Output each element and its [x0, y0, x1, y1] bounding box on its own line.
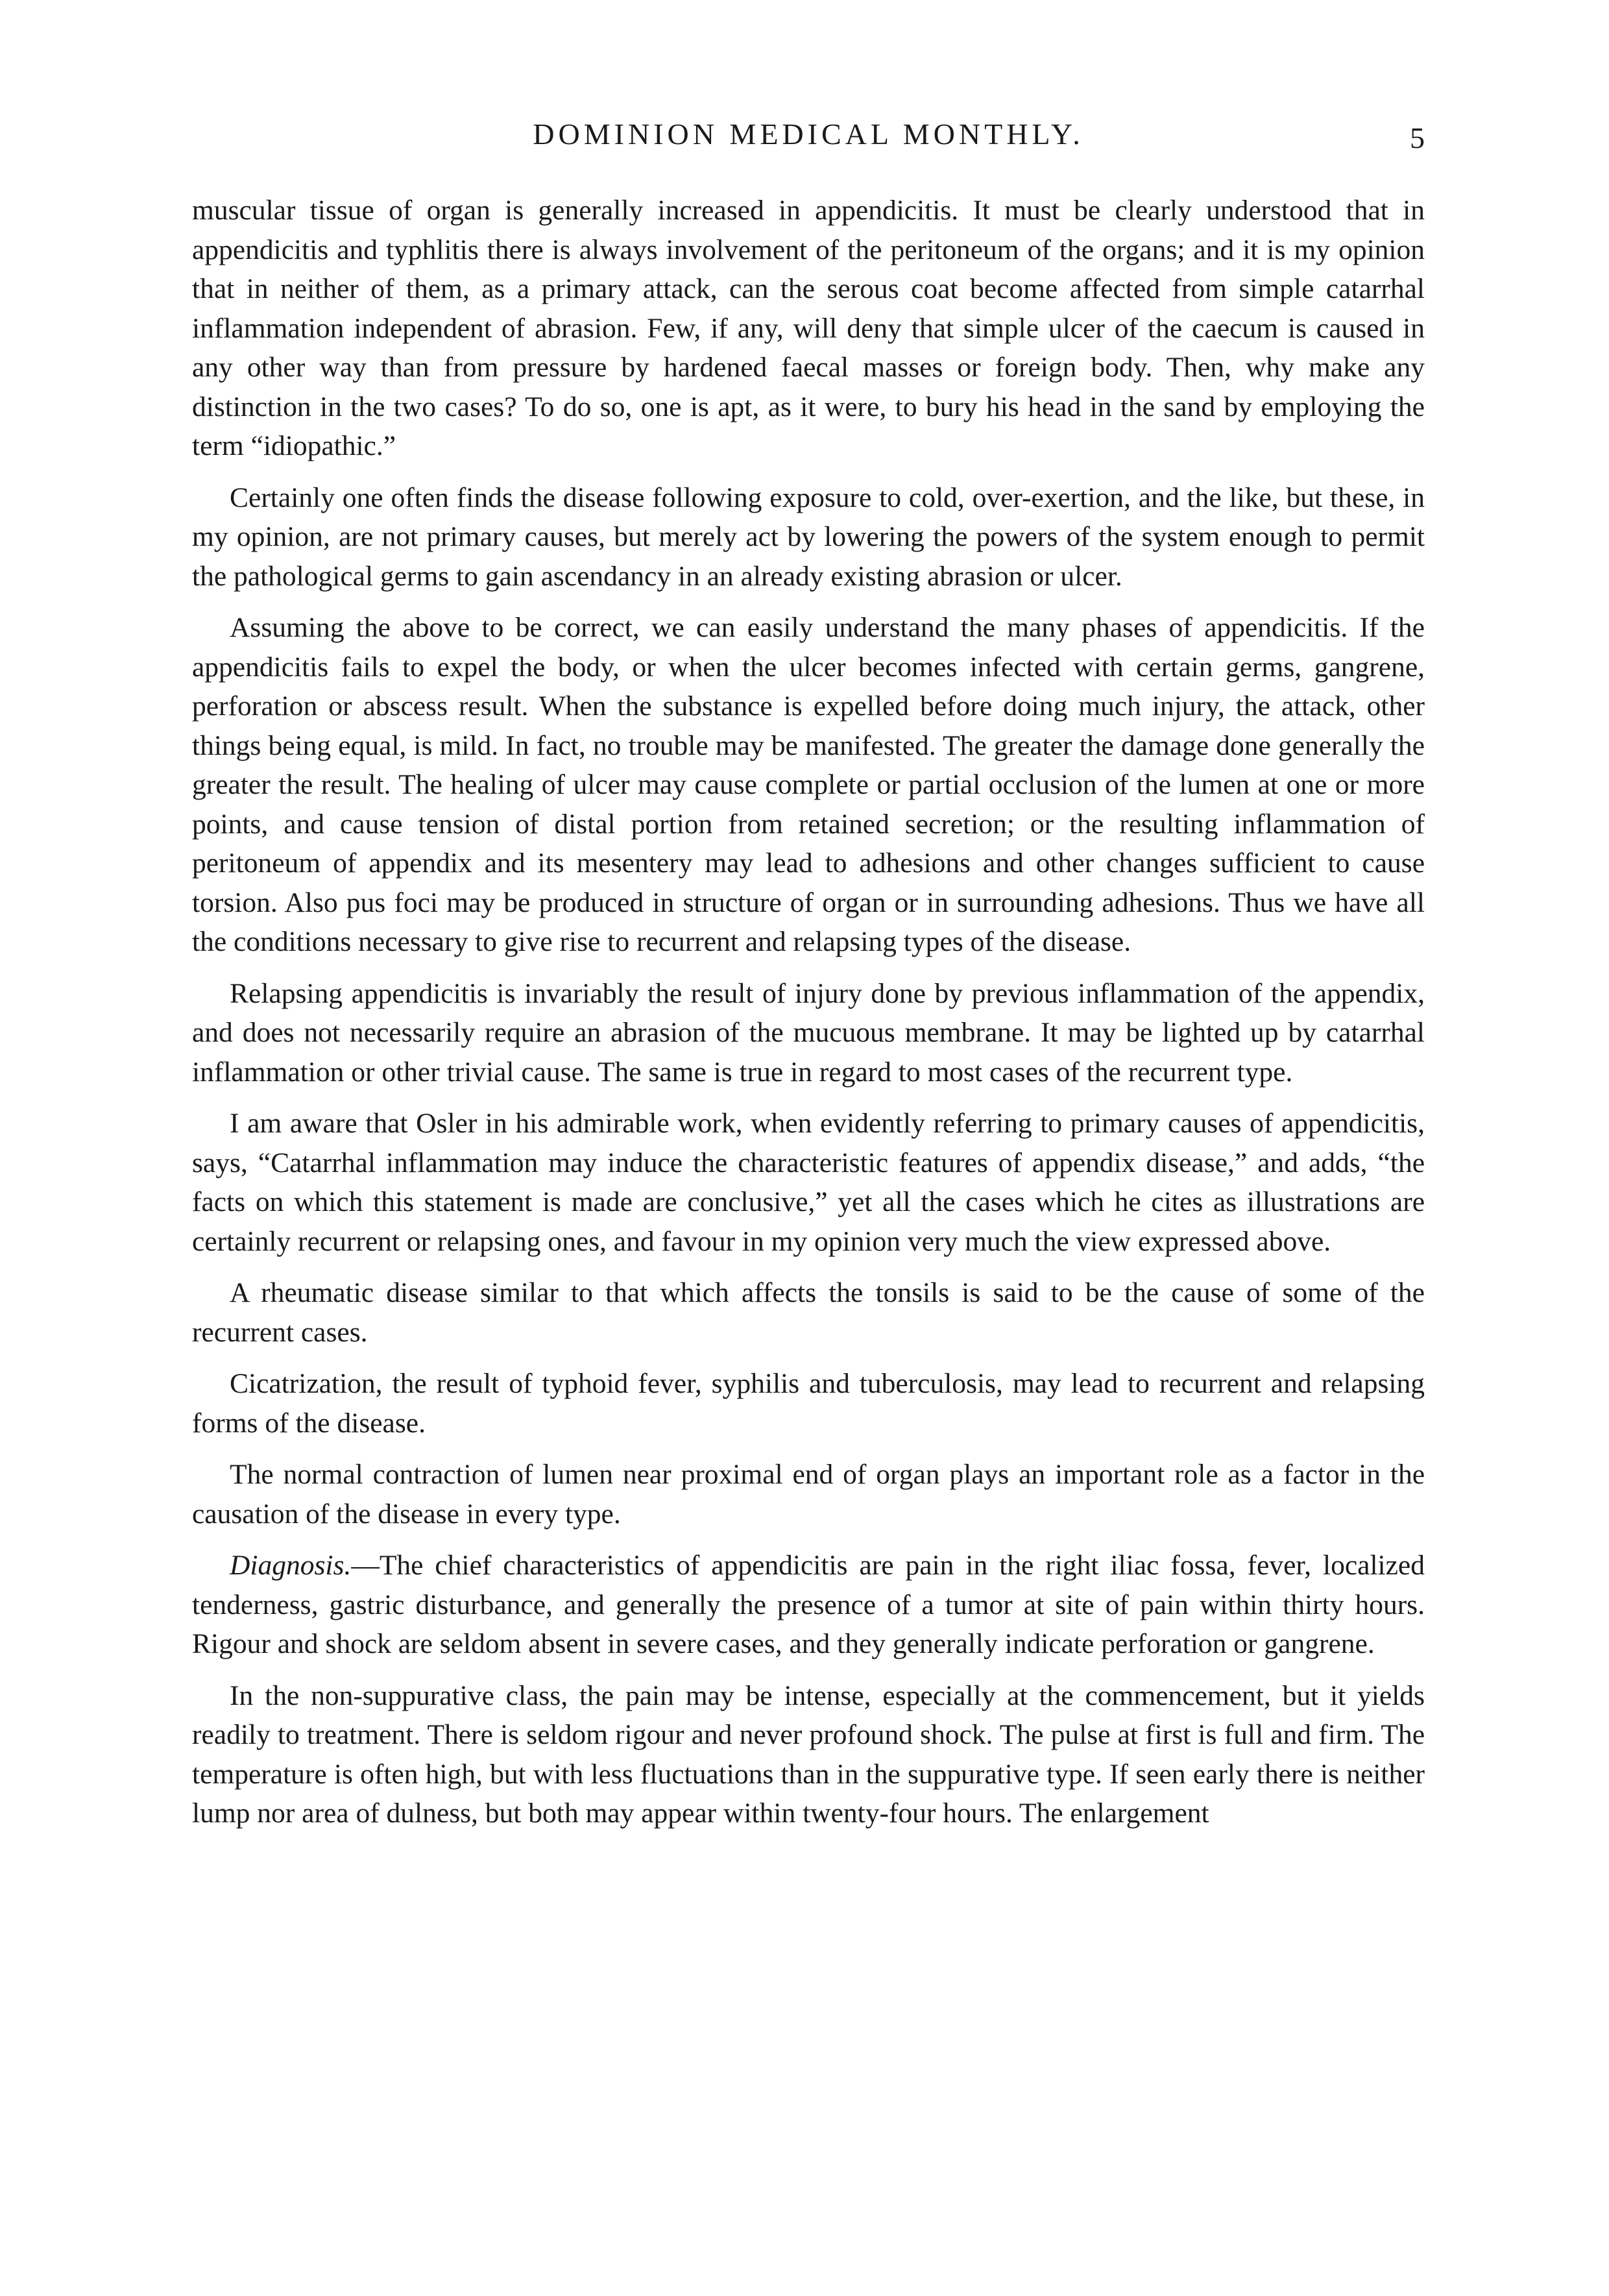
page-number: 5: [1410, 121, 1425, 154]
paragraph: Relapsing appendicitis is invariably the result of injury done by previous inflammation of the appendix, and does not necessarily require an abrasion of the mucuous membrane. It may be lighted up by catarrhal inflammation or other trivial cause. The same is true in regard to most cases of the recurrent type.: [192, 977, 1425, 1088]
running-header: [192, 117, 1425, 175]
paragraph: Certainly one often finds the disease following exposure to cold, over-exertion, and the like, but these, in my opinion, are not primary causes, but merely act by lowering the powers of the system enough to permit the pathological germs to gain ascendancy in an already existing abrasion or ulcer.: [192, 482, 1425, 592]
paragraph: The normal contraction of lumen near proximal end of organ plays an important role as a factor in the causation of the disease in every type.: [192, 1459, 1425, 1530]
journal-page: [192, 117, 1425, 1846]
running-title: DOMINION MEDICAL MONTHLY.: [533, 117, 1084, 151]
paragraph: Assuming the above to be correct, we can easily understand the many phases of appendicitis. If the appendicitis fails to expel the body, or when the ulcer becomes infected with certain germs, gangrene, perforation or abscess result. When the substance is expelled before doing much injury, the attack, other things being equal, is mild. In fact, no trouble may be manifested. The greater the damage done generally the greater the result. The healing of ulcer may cause complete or partial occlusion of the lumen at one or more points, and cause tension of distal portion from retained secretion; or the resulting inflammation of peritoneum of appendix and its mesentery may lead to adhesions and other changes sufficient to cause torsion. Also pus foci may be produced in structure of organ or in surrounding adhesions. Thus we have all the conditions necessary to give rise to recurrent and relapsing types of the disease.: [192, 612, 1425, 957]
paragraph-continuation: muscular tissue of organ is generally increased in appendicitis. It must be clearly understood that in appendicitis and typhlitis there is always involvement of the peritoneum of the organs; and it is my opinion that in neither of them, as a primary attack, can the serous coat become affected from simple catarrhal inflammation independent of abrasion. Few, if any, will deny that simple ulcer of the caecum is caused in any other way than from pressure by hardened faecal masses or foreign body. Then, why make any distinction in the two cases? To do so, one is apt, as it were, to bury his head in the sand by employing the term “idiopathic.”: [192, 195, 1425, 461]
paragraph: A rheumatic disease similar to that which affects the tonsils is said to be the cause of some of the recurrent cases.: [192, 1277, 1425, 1348]
paragraph: Cicatrization, the result of typhoid fever, syphilis and tuberculosis, may lead to recurrent and relapsing forms of the disease.: [192, 1368, 1425, 1439]
paragraph-diagnosis: [192, 1546, 1425, 1664]
paragraph: In the non-suppurative class, the pain may be intense, especially at the commencement, but it yields readily to treatment. There is seldom rigour and never profound shock. The pulse at first is full and firm. The temperature is often high, but with less fluctuations than in the suppurative type. If seen early there is neither lump nor area of dulness, but both may appear within twenty-four hours. The enlargement: [192, 1679, 1425, 1829]
article-body: [192, 191, 1425, 1833]
paragraph: I am aware that Osler in his admirable work, when evidently referring to primary causes of appendicitis, says, “Catarrhal inflammation may induce the characteristic features of appendix disease,” and adds, “the facts on which this statement is made are conclusive,” yet all the cases which he cites as illustrations are certainly recurrent or relapsing ones, and favour in my opinion very much the view expressed above.: [192, 1108, 1425, 1257]
section-lead-diagnosis: Diagnosis.: [230, 1550, 352, 1581]
paragraph-text: —The chief characteristics of appendicitis are pain in the right iliac fossa, fever, localized tenderness, gastric disturbance, and generally the presence of a tumor at site of pain within thirty hours. Rigour and shock are seldom absent in severe cases, and they generally indicate perforation or gangrene.: [192, 1550, 1425, 1659]
